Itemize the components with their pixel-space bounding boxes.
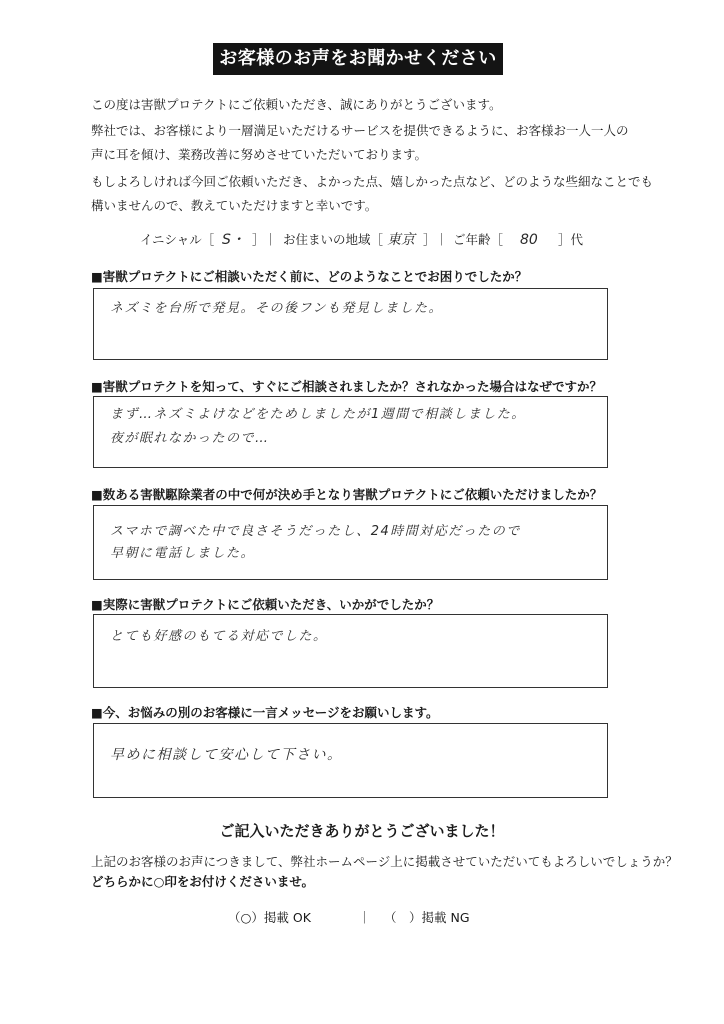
- answer-box-1: [93, 288, 608, 360]
- intro-line-3: 声に耳を傾け、業務改善に努めさせていただいております。: [91, 147, 428, 162]
- publish-instruction: どちらかに○印をお付けくださいませ。: [91, 874, 315, 889]
- initial-label: イニシャル［: [140, 232, 215, 247]
- answer-2-line-1: まず…ネズミよけなどをためしましたが1週間で相談しました。: [110, 407, 526, 422]
- intro-line-1: この度は害獣プロテクトにご依頼いただき、誠にありがとうございます。: [91, 97, 502, 112]
- answer-5-line-1: 早めに相談して安心して下さい。: [110, 747, 343, 763]
- intro-line-2: 弊社では、お客様により一層満足いただけるサービスを提供できるように、お客様お一人一人の: [91, 123, 629, 138]
- question-5: ■今、お悩みの別のお客様に一言メッセージをお願いします。: [91, 705, 439, 720]
- area-label: お住まいの地域［: [283, 232, 384, 247]
- respondent-info: [140, 230, 610, 250]
- question-3: ■数ある害獣駆除業者の中で何が決め手となり害獣プロテクトにご依頼いただけましたか？: [91, 487, 603, 502]
- answer-2-line-2: 夜が眠れなかったので…: [110, 431, 270, 446]
- answer-box-4: [93, 614, 608, 688]
- thanks-message: ご記入いただきありがとうございました！: [219, 822, 505, 840]
- answer-1-line-1: ネズミを台所で発見。その後フンも発見しました。: [110, 301, 443, 316]
- answer-4-line-1: とても好感のもてる対応でした。: [110, 629, 328, 644]
- publish-separator: ｜: [358, 910, 371, 925]
- answer-box-2: [93, 396, 608, 468]
- intro-line-5: 構いませんので、教えていただけますと幸いです。: [91, 198, 378, 213]
- answer-box-3: [93, 505, 608, 580]
- age-suffix: ］代: [558, 232, 584, 247]
- question-2: ■害獣プロテクトを知って、すぐにご相談されましたか？されなかった場合はなぜですか？: [91, 379, 603, 394]
- initial-value: S・: [222, 232, 245, 248]
- publish-question: 上記のお客様のお声につきまして、弊社ホームページ上に掲載させていただいてもよろしいでしょうか？: [91, 854, 678, 869]
- answer-box-5: [93, 723, 608, 798]
- info-separator-1: ］｜: [252, 232, 278, 247]
- question-4: ■実際に害獣プロテクトにご依頼いただき、いかがでしたか？: [91, 597, 440, 612]
- intro-line-4: もしよろしければ今回ご依頼いただき、よかった点、嬉しかった点など、どのような些細なことでも: [91, 174, 654, 189]
- area-value: 東京: [387, 232, 415, 248]
- publish-ng-option[interactable]: （ ）掲載 NG: [384, 910, 470, 925]
- answer-3-line-2: 早朝に電話しました。: [110, 546, 256, 561]
- page-title: お客様のお声をお聞かせください: [213, 43, 503, 75]
- question-1: ■害獣プロテクトにご相談いただく前に、どのようなことでお困りでしたか？: [91, 269, 528, 284]
- age-label: ご年齢［: [453, 232, 504, 247]
- info-separator-2: ］｜: [423, 232, 449, 247]
- publish-ok-option[interactable]: （○）掲載 OK: [228, 910, 311, 925]
- age-value: 80: [520, 232, 538, 248]
- answer-3-line-1: スマホで調べた中で良さそうだったし、24時間対応だったので: [110, 524, 521, 539]
